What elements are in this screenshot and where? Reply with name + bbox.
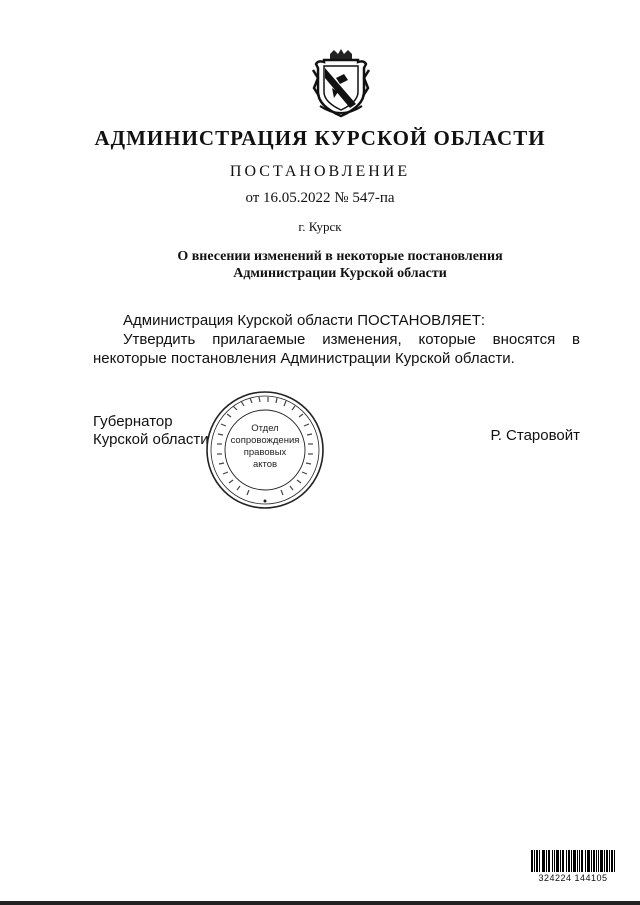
barcode-number: 324224 144105 [531, 872, 615, 884]
document-subject [100, 248, 580, 282]
subject-line-2: Администрации Курской области [233, 266, 447, 281]
organization-title: АДМИНИСТРАЦИЯ КУРСКОЙ ОБЛАСТИ [94, 126, 546, 150]
city-line: г. Курск [298, 219, 342, 234]
subject-line-1: О внесении изменений в некоторые постановления [177, 249, 503, 264]
document-body [93, 311, 580, 368]
signer-name: Р. Старовойт [490, 427, 580, 444]
stamp-line: Отдел [251, 423, 279, 434]
body-paragraph: Утвердить прилагаемые изменения, которые вносятся в некоторые постановления Администрации Курской области. [93, 331, 580, 367]
barcode-icon [531, 850, 615, 890]
date-number-line: от 16.05.2022 № 547-па [245, 190, 395, 206]
signer-title-line-2: Курской области [93, 431, 209, 448]
document-type: ПОСТАНОВЛЕНИЕ [229, 163, 411, 180]
stamp-center-text [203, 423, 327, 471]
stamp-line: сопровождения [230, 435, 300, 446]
kursk-coat-of-arms-icon [310, 48, 372, 120]
stamp-line: правовых [243, 447, 287, 458]
signer-title [93, 413, 213, 449]
signer-title-line-1: Губернатор [93, 413, 173, 430]
scan-bottom-edge [0, 901, 640, 905]
stamp-line: актов [252, 459, 278, 470]
preamble: Администрация Курской области ПОСТАНОВЛЯЕТ: [123, 312, 486, 329]
